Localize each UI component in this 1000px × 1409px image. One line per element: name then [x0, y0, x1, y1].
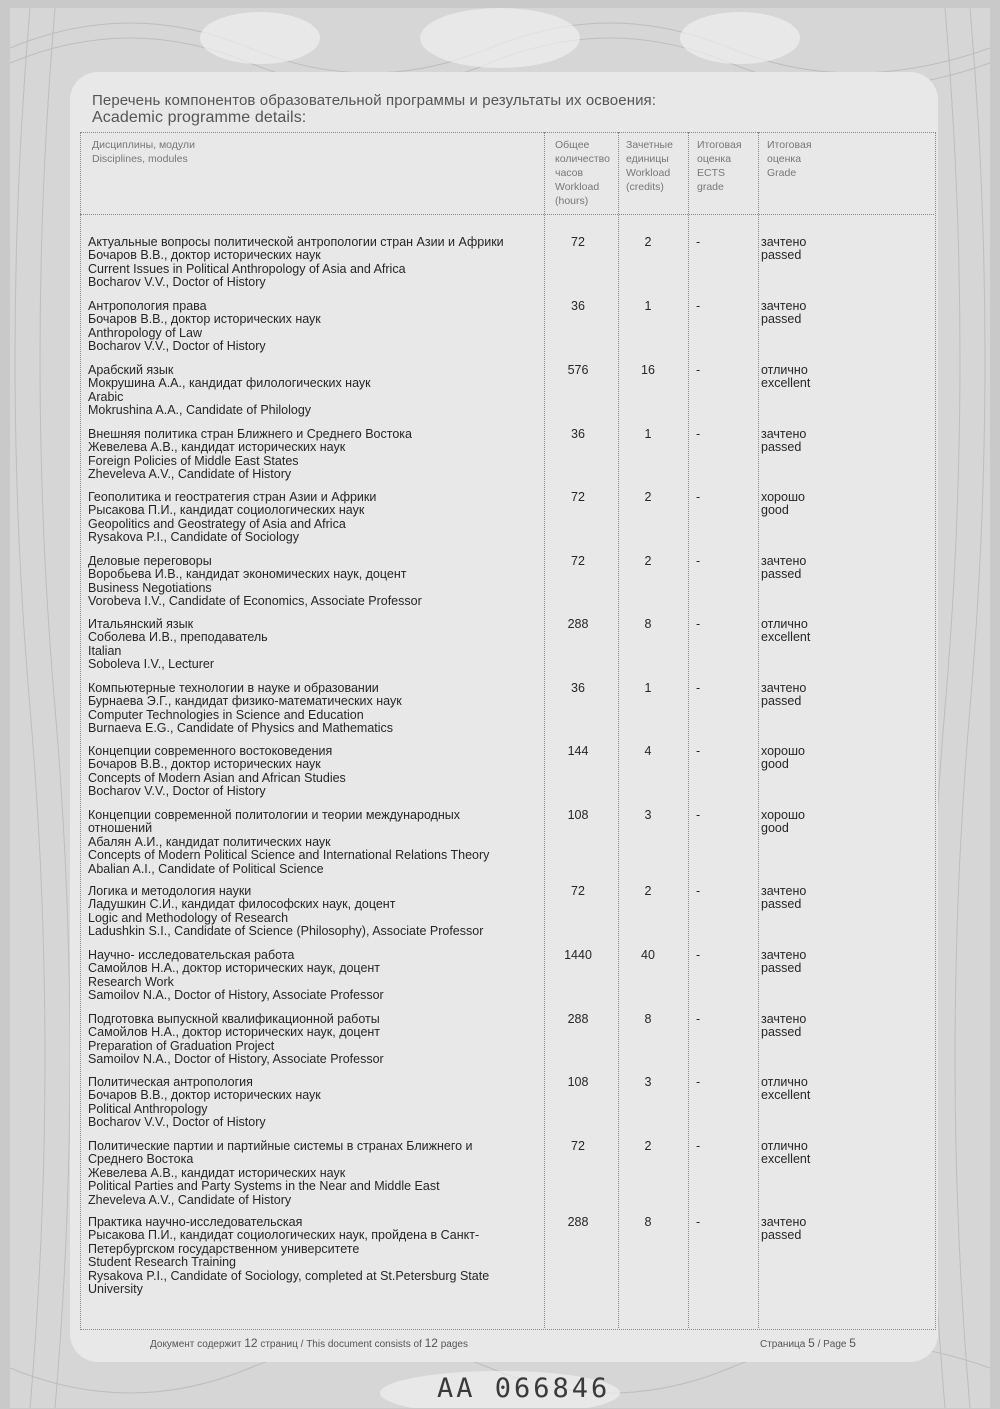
- hours-cell: 72: [571, 1139, 585, 1153]
- discipline-line: Zheveleva A.V., Candidate of History: [88, 467, 292, 482]
- header-divider: [80, 214, 934, 215]
- discipline-line: Current Issues in Political Anthropology of Asia and Africa: [88, 261, 406, 276]
- grade-cell: [761, 809, 805, 836]
- discipline-line: Итальянский язык: [88, 617, 194, 631]
- discipline-line: Актуальные вопросы политической антропологии стран Азии и Африки: [88, 235, 504, 249]
- credits-cell: 2: [644, 490, 652, 504]
- discipline-line: Preparation of Graduation Project: [88, 1038, 275, 1053]
- discipline-cell: [88, 949, 538, 1003]
- grade-line: зачтено: [761, 1215, 807, 1229]
- discipline-line: Soboleva I.V., Lecturer: [88, 657, 215, 672]
- ects-cell: -: [696, 808, 701, 822]
- grade-line: отлично: [761, 617, 808, 631]
- grade-cell: [761, 300, 806, 327]
- credits-cell: 4: [644, 744, 652, 758]
- discipline-line: Рысакова П.И., кандидат социологических наук: [88, 503, 365, 518]
- hours-cell: 36: [571, 299, 585, 313]
- grade-line: хорошо: [761, 808, 805, 822]
- grade-line: good: [761, 757, 789, 772]
- discipline-line: Geopolitics and Geostrategy of Asia and Africa: [88, 516, 346, 531]
- grade-line: зачтено: [761, 948, 807, 962]
- discipline-line: Student Research Training: [88, 1255, 237, 1270]
- credits-cell: 1: [644, 299, 652, 313]
- hours-cell: 108: [567, 808, 589, 822]
- grade-cell: [761, 428, 806, 455]
- header-discipline: Дисциплины, модули Disciplines, modules: [92, 139, 195, 165]
- discipline-cell: [88, 1216, 538, 1296]
- heading-en: Academic programme details:: [92, 109, 307, 126]
- footer-page-number: Страница 5 / Page 5: [760, 1336, 856, 1350]
- grade-line: passed: [761, 248, 802, 263]
- discipline-line: Bocharov V.V., Doctor of History: [88, 1115, 266, 1130]
- hours-cell: 1440: [564, 948, 592, 962]
- grade-line: excellent: [761, 1088, 811, 1103]
- discipline-line: Political Parties and Party Systems in the Near and Middle East: [88, 1179, 440, 1194]
- ects-cell: -: [696, 299, 701, 313]
- grade-line: passed: [761, 312, 802, 327]
- credits-cell: 2: [644, 554, 652, 568]
- grade-cell: [761, 1013, 806, 1040]
- grade-line: зачтено: [761, 235, 807, 249]
- grade-cell: [761, 1076, 810, 1103]
- discipline-line: Абалян А.И., кандидат политических наук: [88, 834, 331, 849]
- discipline-cell: [88, 300, 538, 354]
- grade-line: зачтено: [761, 681, 807, 695]
- ects-cell: -: [696, 617, 701, 631]
- ects-cell: -: [696, 1139, 701, 1153]
- hours-cell: 36: [571, 427, 585, 441]
- discipline-line: Burnaeva E.G., Candidate of Physics and Mathematics: [88, 721, 394, 736]
- credits-cell: 40: [641, 948, 655, 962]
- discipline-line: Anthropology of Law: [88, 325, 202, 340]
- discipline-line: Бурнаева Э.Г., кандидат физико-математических наук: [88, 694, 402, 709]
- credits-cell: 1: [644, 427, 652, 441]
- discipline-line: Ladushkin S.I., Candidate of Science (Philosophy), Associate Professor: [88, 924, 484, 939]
- credits-cell: 2: [644, 884, 652, 898]
- discipline-line: Concepts of Modern Political Science and International Relations Theory: [88, 848, 490, 863]
- ects-cell: -: [696, 681, 701, 695]
- discipline-line: Деловые переговоры: [88, 554, 212, 568]
- credits-cell: 8: [644, 617, 652, 631]
- discipline-cell: [88, 491, 538, 545]
- credits-cell: 2: [644, 1139, 652, 1153]
- ects-cell: -: [696, 1012, 701, 1026]
- discipline-line: Business Negotiations: [88, 580, 212, 595]
- discipline-line: отношений: [88, 821, 153, 836]
- grade-line: отлично: [761, 1075, 808, 1089]
- grade-line: passed: [761, 694, 802, 709]
- discipline-line: Самойлов Н.А., доктор исторических наук, доцент: [88, 1025, 381, 1040]
- grade-line: passed: [761, 897, 802, 912]
- discipline-cell: [88, 618, 538, 672]
- discipline-line: Рысакова П.И., кандидат социологических наук, пройдена в Санкт-: [88, 1228, 480, 1243]
- discipline-line: Воробьева И.В., кандидат экономических наук, доцент: [88, 567, 407, 582]
- grade-line: зачтено: [761, 884, 807, 898]
- grade-cell: [761, 236, 806, 263]
- grade-cell: [761, 364, 810, 391]
- discipline-cell: [88, 1076, 538, 1130]
- discipline-line: Антропология права: [88, 299, 207, 313]
- discipline-line: Подготовка выпускной квалификационной работы: [88, 1012, 380, 1026]
- credits-cell: 8: [644, 1215, 652, 1229]
- discipline-line: Italian: [88, 643, 122, 658]
- hours-cell: 576: [567, 363, 589, 377]
- discipline-cell: [88, 682, 538, 736]
- grade-line: passed: [761, 961, 802, 976]
- discipline-line: Bocharov V.V., Doctor of History: [88, 339, 266, 354]
- credits-cell: 3: [644, 808, 652, 822]
- grade-line: passed: [761, 1025, 802, 1040]
- grade-line: passed: [761, 440, 802, 455]
- grade-line: зачтено: [761, 554, 807, 568]
- discipline-line: Rysakova P.I., Candidate of Sociology, completed at St.Petersburg State: [88, 1268, 490, 1283]
- grade-line: хорошо: [761, 490, 805, 504]
- discipline-line: Mokrushina A.A., Candidate of Philology: [88, 403, 312, 418]
- ects-cell: -: [696, 884, 701, 898]
- discipline-line: Среднего Востока: [88, 1152, 194, 1167]
- credits-cell: 16: [641, 363, 655, 377]
- credits-cell: 2: [644, 235, 652, 249]
- header-ects: Итоговая оценка ECTS grade: [697, 139, 742, 193]
- discipline-line: Бочаров В.В., доктор исторических наук: [88, 1088, 321, 1103]
- discipline-line: Logic and Methodology of Research: [88, 910, 289, 925]
- discipline-line: Rysakova P.I., Candidate of Sociology: [88, 530, 300, 545]
- header-grade: Итоговая оценка Grade: [767, 139, 812, 179]
- ects-cell: -: [696, 948, 701, 962]
- discipline-line: Политические партии и партийные системы в странах Ближнего и: [88, 1139, 473, 1153]
- grade-line: зачтено: [761, 427, 807, 441]
- serial-number: AA 066846: [437, 1373, 611, 1404]
- discipline-line: Zheveleva A.V., Candidate of History: [88, 1192, 292, 1207]
- hours-cell: 108: [567, 1075, 589, 1089]
- hours-cell: 72: [571, 235, 585, 249]
- discipline-line: Бочаров В.В., доктор исторических наук: [88, 248, 321, 263]
- discipline-line: Политическая антропология: [88, 1075, 253, 1089]
- discipline-line: Практика научно-исследовательская: [88, 1215, 303, 1229]
- hours-cell: 72: [571, 884, 585, 898]
- discipline-line: Арабский язык: [88, 363, 174, 377]
- hours-cell: 36: [571, 681, 585, 695]
- discipline-line: Научно- исследовательская работа: [88, 948, 295, 962]
- grade-cell: [761, 618, 810, 645]
- grade-line: хорошо: [761, 744, 805, 758]
- discipline-line: Arabic: [88, 389, 124, 404]
- hours-cell: 144: [567, 744, 589, 758]
- ects-cell: -: [696, 490, 701, 504]
- discipline-line: Samoilov N.A., Doctor of History, Associate Professor: [88, 988, 384, 1003]
- credits-cell: 3: [644, 1075, 652, 1089]
- grade-cell: [761, 745, 805, 772]
- grade-line: зачтено: [761, 299, 807, 313]
- ects-cell: -: [696, 363, 701, 377]
- hours-cell: 288: [567, 617, 589, 631]
- discipline-line: Концепции современного востоковедения: [88, 744, 333, 758]
- discipline-line: Мокрушина А.А., кандидат филологических наук: [88, 376, 371, 391]
- discipline-line: Samoilov N.A., Doctor of History, Associate Professor: [88, 1052, 384, 1067]
- discipline-line: Vorobeva I.V., Candidate of Economics, Associate Professor: [88, 594, 422, 609]
- grade-line: good: [761, 503, 789, 518]
- discipline-line: Ладушкин С.И., кандидат философских наук, доцент: [88, 897, 396, 912]
- discipline-line: Компьютерные технологии в науке и образовании: [88, 681, 379, 695]
- hours-cell: 72: [571, 490, 585, 504]
- header-hours: Общее количество часов Workload (hours): [555, 139, 610, 207]
- discipline-line: Бочаров В.В., доктор исторических наук: [88, 757, 321, 772]
- discipline-line: Research Work: [88, 974, 174, 989]
- discipline-line: Political Anthropology: [88, 1101, 208, 1116]
- discipline-cell: [88, 885, 538, 939]
- grade-line: зачтено: [761, 1012, 807, 1026]
- column-divider: [758, 132, 759, 1328]
- grade-cell: [761, 885, 806, 912]
- column-divider: [688, 132, 689, 1328]
- discipline-line: Самойлов Н.А., доктор исторических наук, доцент: [88, 961, 381, 976]
- ects-cell: -: [696, 427, 701, 441]
- discipline-line: Концепции современной политологии и теории международных: [88, 808, 461, 822]
- discipline-cell: [88, 1140, 538, 1207]
- discipline-line: Жевелева А.В., кандидат исторических наук: [88, 440, 346, 455]
- ects-cell: -: [696, 1075, 701, 1089]
- discipline-line: Foreign Policies of Middle East States: [88, 453, 299, 468]
- grade-cell: [761, 491, 805, 518]
- grade-line: passed: [761, 1228, 802, 1243]
- page-heading: [92, 92, 656, 126]
- discipline-cell: [88, 236, 538, 290]
- discipline-line: Bocharov V.V., Doctor of History: [88, 784, 266, 799]
- grade-line: отлично: [761, 363, 808, 377]
- discipline-line: Логика и методология науки: [88, 884, 252, 898]
- discipline-line: Петербургском государственном университете: [88, 1241, 360, 1256]
- grade-line: отлично: [761, 1139, 808, 1153]
- discipline-line: Concepts of Modern Asian and African Studies: [88, 770, 346, 785]
- discipline-line: Bocharov V.V., Doctor of History: [88, 275, 266, 290]
- discipline-line: Computer Technologies in Science and Education: [88, 707, 364, 722]
- discipline-line: Жевелева А.В., кандидат исторических наук: [88, 1165, 346, 1180]
- grade-line: good: [761, 821, 789, 836]
- discipline-cell: [88, 555, 538, 609]
- ects-cell: -: [696, 744, 701, 758]
- grade-line: excellent: [761, 1152, 811, 1167]
- grade-cell: [761, 682, 806, 709]
- grade-cell: [761, 949, 806, 976]
- discipline-line: Геополитика и геостратегия стран Азии и Африки: [88, 490, 377, 504]
- credits-cell: 1: [644, 681, 652, 695]
- discipline-line: Внешняя политика стран Ближнего и Среднего Востока: [88, 427, 412, 441]
- credits-cell: 8: [644, 1012, 652, 1026]
- footer-page-count: Документ содержит 12 страниц / This document consists of 12 pages: [150, 1336, 468, 1350]
- discipline-line: University: [88, 1282, 143, 1297]
- grade-cell: [761, 1140, 810, 1167]
- discipline-line: Бочаров В.В., доктор исторических наук: [88, 312, 321, 327]
- hours-cell: 288: [567, 1215, 589, 1229]
- discipline-cell: [88, 364, 538, 418]
- grade-cell: [761, 1216, 806, 1243]
- discipline-line: Abalian A.I., Candidate of Political Science: [88, 861, 324, 876]
- ects-cell: -: [696, 1215, 701, 1229]
- grade-line: excellent: [761, 630, 811, 645]
- grade-cell: [761, 555, 806, 582]
- ects-cell: -: [696, 554, 701, 568]
- discipline-cell: [88, 1013, 538, 1067]
- ects-cell: -: [696, 235, 701, 249]
- heading-ru: Перечень компонентов образовательной программы и результаты их освоения:: [92, 92, 657, 109]
- hours-cell: 72: [571, 554, 585, 568]
- hours-cell: 288: [567, 1012, 589, 1026]
- discipline-cell: [88, 428, 538, 482]
- discipline-line: Соболева И.В., преподаватель: [88, 630, 268, 645]
- header-credits: Зачетные единицы Workload (credits): [626, 139, 673, 193]
- grade-line: excellent: [761, 376, 811, 391]
- discipline-cell: [88, 745, 538, 799]
- grade-line: passed: [761, 567, 802, 582]
- discipline-cell: [88, 809, 538, 876]
